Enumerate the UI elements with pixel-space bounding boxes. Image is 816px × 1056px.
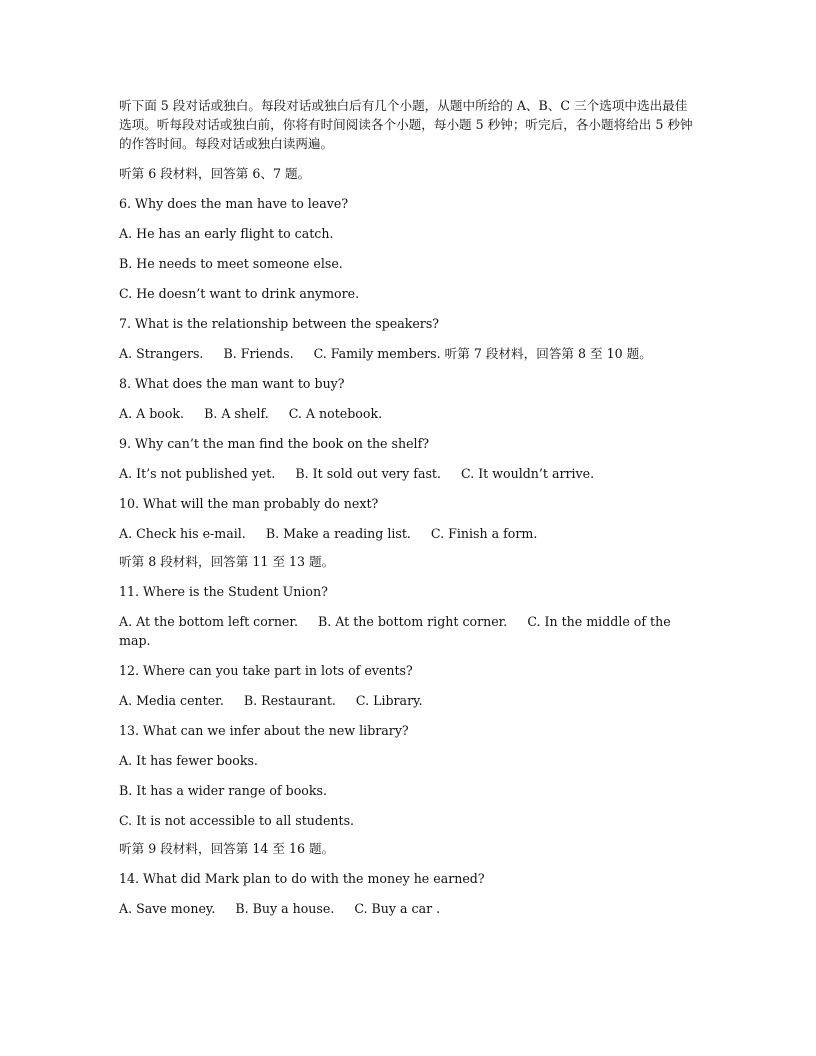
options-14: A. Save money. B. Buy a house. C. Buy a car . — [119, 901, 441, 916]
section-heading-6: 听第 6 段材料，回答第 6、7 题。 — [119, 166, 311, 181]
option-13b: B. It has a wider range of books. — [119, 783, 327, 798]
question-6: 6. Why does the man have to leave? — [119, 196, 349, 211]
section-heading-9: 听第 9 段材料，回答第 14 至 16 题。 — [119, 841, 335, 856]
options-7-and-section-7-heading: A. Strangers. B. Friends. C. Family members. 听第 7 段材料，回答第 8 至 10 题。 — [119, 346, 652, 361]
question-8: 8. What does the man want to buy? — [119, 376, 345, 391]
options-12: A. Media center. B. Restaurant. C. Library. — [119, 693, 423, 708]
question-12: 12. Where can you take part in lots of events? — [119, 663, 413, 678]
question-9: 9. Why can’t the man find the book on the shelf? — [119, 436, 429, 451]
option-13a: A. It has fewer books. — [119, 753, 258, 768]
option-13c: C. It is not accessible to all students. — [119, 813, 355, 828]
instructions-paragraph: 听下面 5 段对话或独白。每段对话或独白后有几个小题，从题中所给的 A、B、C 三个选项中选出最佳选项。听每段对话或独白前，你将有时间阅读各个小题，每小题 5 秒钟；听完后，各小题将给出 5 秒钟的作答时间。每段对话或独白读两遍。 — [119, 98, 693, 151]
options-8: A. A book. B. A shelf. C. A notebook. — [119, 406, 383, 421]
option-6c: C. He doesn’t want to drink anymore. — [119, 286, 360, 301]
question-11: 11. Where is the Student Union? — [119, 584, 328, 599]
section-heading-8: 听第 8 段材料，回答第 11 至 13 题。 — [119, 554, 335, 569]
question-10: 10. What will the man probably do next? — [119, 496, 379, 511]
options-10: A. Check his e-mail. B. Make a reading list. C. Finish a form. — [119, 526, 538, 541]
document-page — [119, 96, 699, 918]
options-11: A. At the bottom left corner. B. At the bottom right corner. C. In the middle of the map. — [119, 614, 675, 648]
option-6a: A. He has an early flight to catch. — [119, 226, 334, 241]
question-14: 14. What did Mark plan to do with the money he earned? — [119, 871, 485, 886]
question-13: 13. What can we infer about the new library? — [119, 723, 409, 738]
options-9: A. It’s not published yet. B. It sold out very fast. C. It wouldn’t arrive. — [119, 466, 595, 481]
option-6b: B. He needs to meet someone else. — [119, 256, 343, 271]
question-7: 7. What is the relationship between the speakers? — [119, 316, 440, 331]
